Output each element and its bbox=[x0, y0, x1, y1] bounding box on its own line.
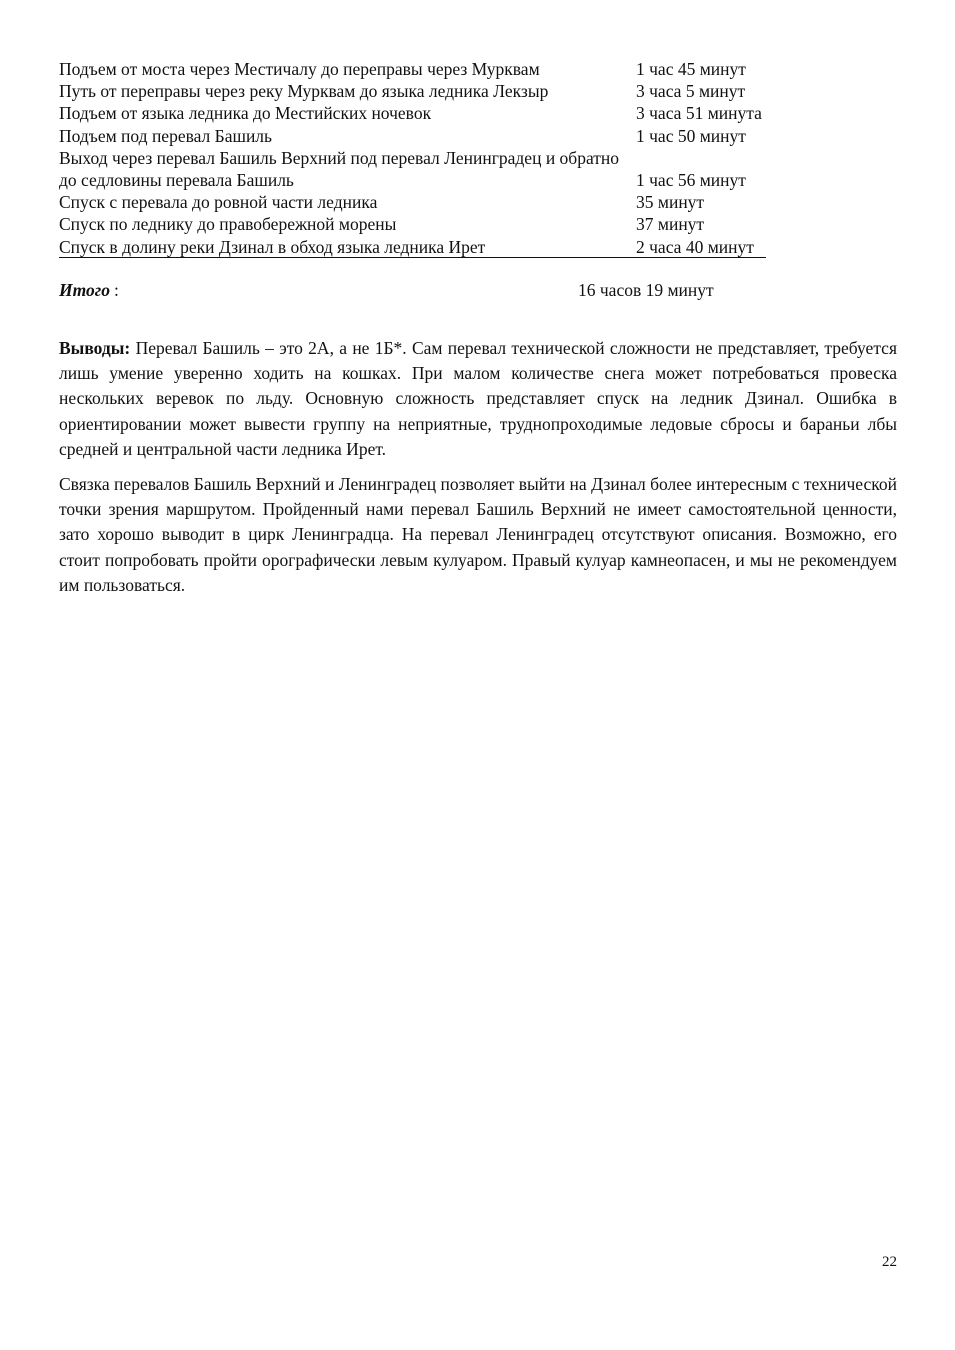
page-number: 22 bbox=[882, 1254, 897, 1270]
timing-time: 1 час 50 минут bbox=[636, 125, 746, 146]
timing-time: 3 часа 51 минута bbox=[636, 103, 762, 124]
timing-label: Спуск в долину реки Дзинал в обход языка ледника Ирет bbox=[59, 236, 486, 257]
timing-label: до седловины перевала Башиль bbox=[59, 169, 294, 190]
timing-time: 35 минут bbox=[636, 192, 705, 213]
total-colon: : bbox=[114, 280, 119, 300]
route-paragraph: Связка перевалов Башиль Верхний и Ленинградец позволяет выйти на Дзинал более интересным с технической точки зрения маршрутом. Пройденный нами перевал Башиль Верхний не имеет самостоятельной ценности, зато хорошо выводит в цирк Ленинградца. На перевал Ленинградец отсутствуют описания. Возможно, его стоит попробовать пройти орографически левым кулуаром. Правый кулуар камнеопасен, и мы не рекомендуем им пользоваться. bbox=[59, 474, 897, 595]
timing-label: Спуск по леднику до правобережной морены bbox=[59, 214, 397, 235]
total-row bbox=[59, 279, 779, 303]
timing-label: Путь от переправы через реку Мурквам до языка ледника Лекзыр bbox=[59, 81, 549, 102]
timing-label: Подъем под перевал Башиль bbox=[59, 125, 273, 146]
timing-time: 1 час 45 минут bbox=[636, 59, 746, 79]
total-label: Итого bbox=[59, 280, 110, 300]
timing-row bbox=[59, 80, 779, 102]
timing-row bbox=[59, 169, 779, 191]
timing-label: Подъем от языка ледника до Местийских ночевок bbox=[59, 103, 432, 124]
conclusions-paragraph bbox=[59, 336, 897, 462]
conclusions-lead: Выводы: bbox=[59, 338, 131, 358]
timing-row bbox=[59, 213, 779, 235]
timing-time: 2 часа 40 минут bbox=[636, 236, 754, 257]
timing-row bbox=[59, 125, 779, 147]
timing-time: 37 минут bbox=[636, 214, 705, 235]
timing-list bbox=[59, 58, 779, 258]
timing-row bbox=[59, 58, 779, 80]
timing-label: Подъем от моста через Местичалу до переправы через Мурквам bbox=[59, 59, 540, 79]
timing-label: Спуск с перевала до ровной части ледника bbox=[59, 192, 378, 213]
timing-row bbox=[59, 236, 766, 258]
total-time: 16 часов 19 минут bbox=[578, 280, 714, 300]
timing-time: 3 часа 5 минут bbox=[636, 81, 746, 102]
conclusions-text: Перевал Башиль – это 2А, а не 1Б*. Сам перевал технической сложности не представляет, требуется лишь умение уверенно ходить на кошках. При малом количестве снега может потребоваться провеска нескольких веревок по льду. Основную сложность представляет спуск на ледник Дзинал. Ошибка в ориентировании может вывести группу на неприятные, труднопроходимые ледовые сбросы и бараньи лбы средней и центральной части ледника Ирет. bbox=[59, 338, 897, 459]
timing-row bbox=[59, 147, 779, 169]
timing-row bbox=[59, 191, 779, 213]
timing-row bbox=[59, 102, 779, 124]
timing-time: 1 час 56 минут bbox=[636, 169, 746, 190]
timing-label: Выход через перевал Башиль Верхний под перевал Ленинградец и обратно bbox=[59, 147, 620, 168]
